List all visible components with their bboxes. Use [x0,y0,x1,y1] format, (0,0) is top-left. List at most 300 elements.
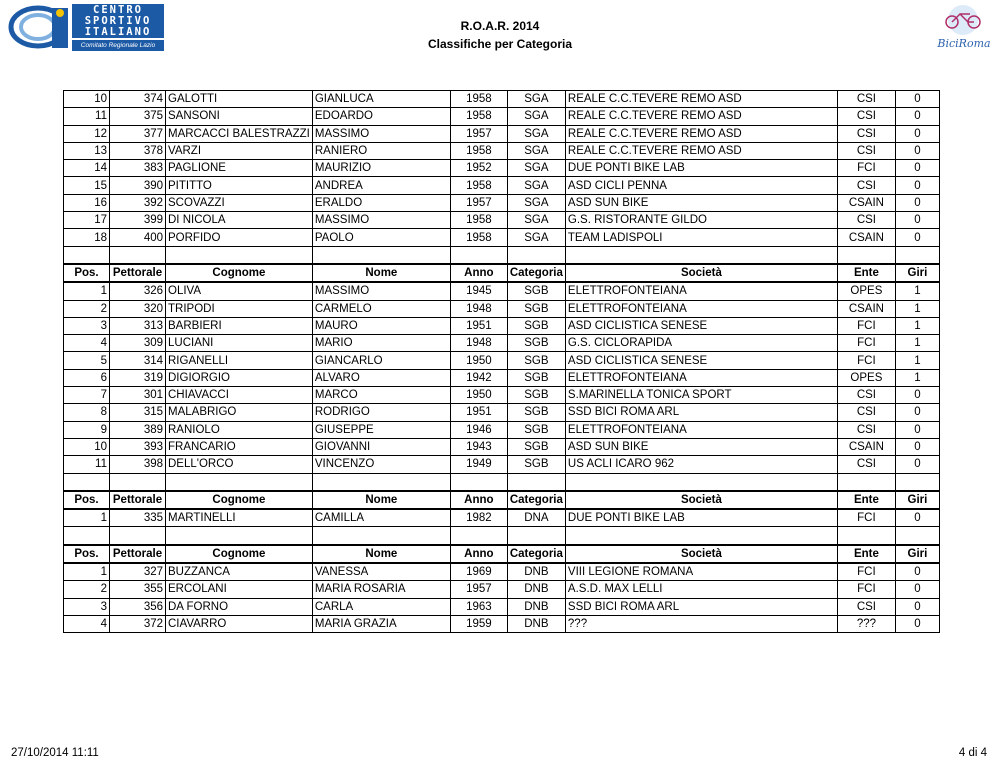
separator-row [64,473,940,491]
csi-wordmark: CENTRO SPORTIVO ITALIANO [72,4,164,38]
empty-cell [450,246,507,264]
nome-cell: VINCENZO [312,456,450,473]
pettorale-cell: 377 [110,125,166,142]
pos-cell: 1 [64,563,110,581]
table-row [64,177,940,194]
ente-cell: FCI [837,160,895,177]
empty-cell [507,527,565,545]
nome-cell: MAURO [312,317,450,334]
ente-cell: FCI [837,563,895,581]
table-row [64,615,940,632]
pettorale-cell: 313 [110,317,166,334]
table-row [64,335,940,352]
anno-cell: 1948 [450,335,507,352]
giri-cell: 0 [895,108,939,125]
anno-cell: 1958 [450,229,507,246]
societa-cell: US ACLI ICARO 962 [565,456,837,473]
pettorale-cell: 319 [110,369,166,386]
pettorale-cell: 392 [110,194,166,211]
column-header-categoria: Categoria [507,491,565,509]
categoria-cell: SGA [507,142,565,159]
ente-cell: CSI [837,404,895,421]
societa-cell: REALE C.C.TEVERE REMO ASD [565,142,837,159]
categoria-cell: SGB [507,369,565,386]
ente-cell: CSI [837,456,895,473]
page-subtitle: Classifiche per Categoria [427,37,573,51]
pettorale-cell: 327 [110,563,166,581]
societa-cell: ??? [565,615,837,632]
cognome-cell: GALOTTI [166,91,313,108]
pettorale-cell: 398 [110,456,166,473]
societa-cell: ELETTROFONTEIANA [565,282,837,300]
categoria-cell: SGB [507,421,565,438]
cognome-cell: PITITTO [166,177,313,194]
column-header-nome: Nome [312,491,450,509]
table-row [64,282,940,300]
table-row [64,160,940,177]
cognome-cell: DI NICOLA [166,212,313,229]
pos-cell: 4 [64,615,110,632]
anno-cell: 1957 [450,581,507,598]
cognome-cell: PAGLIONE [166,160,313,177]
table-row [64,108,940,125]
pos-cell: 3 [64,317,110,334]
cognome-cell: RIGANELLI [166,352,313,369]
anno-cell: 1949 [450,456,507,473]
societa-cell: ELETTROFONTEIANA [565,421,837,438]
categoria-cell: DNB [507,563,565,581]
giri-cell: 1 [895,335,939,352]
column-header-pettorale: Pettorale [110,491,166,509]
categoria-cell: SGA [507,212,565,229]
column-header-ente: Ente [837,491,895,509]
ente-cell: CSI [837,91,895,108]
pettorale-cell: 335 [110,509,166,527]
empty-cell [166,527,313,545]
giri-cell: 1 [895,300,939,317]
cognome-cell: TRIPODI [166,300,313,317]
column-header-societa: Società [565,545,837,563]
table-row [64,91,940,108]
nome-cell: MAURIZIO [312,160,450,177]
pos-cell: 18 [64,229,110,246]
nome-cell: MASSIMO [312,125,450,142]
column-header-ente: Ente [837,545,895,563]
categoria-cell: SGA [507,108,565,125]
empty-cell [312,473,450,491]
cognome-cell: DIGIORGIO [166,369,313,386]
societa-cell: S.MARINELLA TONICA SPORT [565,387,837,404]
column-header-row [64,545,940,563]
nome-cell: MARIA ROSARIA [312,581,450,598]
pos-cell: 15 [64,177,110,194]
pos-cell: 16 [64,194,110,211]
categoria-cell: DNB [507,598,565,615]
ente-cell: CSI [837,212,895,229]
pettorale-cell: 389 [110,421,166,438]
societa-cell: ASD CICLISTICA SENESE [565,317,837,334]
anno-cell: 1958 [450,108,507,125]
societa-cell: REALE C.C.TEVERE REMO ASD [565,108,837,125]
anno-cell: 1963 [450,598,507,615]
column-header-row [64,491,940,509]
categoria-cell: SGB [507,282,565,300]
anno-cell: 1957 [450,125,507,142]
nome-cell: PAOLO [312,229,450,246]
giri-cell: 0 [895,509,939,527]
empty-cell [565,246,837,264]
cognome-cell: DA FORNO [166,598,313,615]
empty-cell [565,527,837,545]
anno-cell: 1958 [450,177,507,194]
giri-cell: 0 [895,598,939,615]
column-header-giri: Giri [895,264,939,282]
societa-cell: G.S. RISTORANTE GILDO [565,212,837,229]
column-header-societa: Società [565,491,837,509]
column-header-pettorale: Pettorale [110,545,166,563]
giri-cell: 1 [895,282,939,300]
societa-cell: ASD SUN BIKE [565,438,837,455]
pettorale-cell: 400 [110,229,166,246]
pos-cell: 1 [64,282,110,300]
societa-cell: G.S. CICLORAPIDA [565,335,837,352]
ente-cell: FCI [837,352,895,369]
pos-cell: 11 [64,108,110,125]
cognome-cell: VARZI [166,142,313,159]
ente-cell: CSI [837,177,895,194]
table-row [64,509,940,527]
pettorale-cell: 301 [110,387,166,404]
categoria-cell: SGA [507,160,565,177]
ente-cell: CSI [837,421,895,438]
cognome-cell: ERCOLANI [166,581,313,598]
pos-cell: 10 [64,91,110,108]
column-header-anno: Anno [450,491,507,509]
pos-cell: 9 [64,421,110,438]
giri-cell: 0 [895,456,939,473]
pettorale-cell: 355 [110,581,166,598]
anno-cell: 1982 [450,509,507,527]
anno-cell: 1958 [450,212,507,229]
empty-cell [166,473,313,491]
ente-cell: CSAIN [837,229,895,246]
cognome-cell: PORFIDO [166,229,313,246]
table-row [64,369,940,386]
anno-cell: 1950 [450,352,507,369]
pos-cell: 6 [64,369,110,386]
pos-cell: 7 [64,387,110,404]
column-header-nome: Nome [312,545,450,563]
csi-subtitle: Comitato Regionale Lazio [72,40,164,51]
column-header-anno: Anno [450,264,507,282]
column-header-cognome: Cognome [166,491,313,509]
nome-cell: RODRIGO [312,404,450,421]
empty-cell [507,246,565,264]
column-header-nome: Nome [312,264,450,282]
empty-cell [837,246,895,264]
pos-cell: 17 [64,212,110,229]
nome-cell: VANESSA [312,563,450,581]
cognome-cell: RANIOLO [166,421,313,438]
societa-cell: ASD CICLI PENNA [565,177,837,194]
anno-cell: 1958 [450,142,507,159]
biciroma-logo-text: BiciRoma [937,37,991,50]
ente-cell: CSI [837,142,895,159]
nome-cell: ANDREA [312,177,450,194]
column-header-pos: Pos. [64,545,110,563]
cognome-cell: FRANCARIO [166,438,313,455]
empty-cell [895,473,939,491]
empty-cell [312,527,450,545]
categoria-cell: SGB [507,317,565,334]
anno-cell: 1945 [450,282,507,300]
column-header-cognome: Cognome [166,264,313,282]
giri-cell: 0 [895,563,939,581]
anno-cell: 1951 [450,404,507,421]
column-header-pos: Pos. [64,264,110,282]
table-row [64,125,940,142]
pos-cell: 12 [64,125,110,142]
empty-cell [110,473,166,491]
societa-cell: SSD BICI ROMA ARL [565,404,837,421]
biciroma-logo [934,2,992,54]
empty-cell [450,527,507,545]
nome-cell: MARIO [312,335,450,352]
giri-cell: 0 [895,177,939,194]
ente-cell: OPES [837,369,895,386]
cognome-cell: CIAVARRO [166,615,313,632]
table-row [64,194,940,211]
empty-cell [837,473,895,491]
empty-cell [895,527,939,545]
giri-cell: 1 [895,317,939,334]
societa-cell: DUE PONTI BIKE LAB [565,509,837,527]
giri-cell: 0 [895,387,939,404]
ente-cell: FCI [837,581,895,598]
nome-cell: GIUSEPPE [312,421,450,438]
categoria-cell: SGB [507,387,565,404]
pettorale-cell: 374 [110,91,166,108]
giri-cell: 1 [895,352,939,369]
pos-cell: 2 [64,300,110,317]
pettorale-cell: 383 [110,160,166,177]
empty-cell [64,527,110,545]
pettorale-cell: 390 [110,177,166,194]
pos-cell: 13 [64,142,110,159]
nome-cell: MARIA GRAZIA [312,615,450,632]
ente-cell: CSAIN [837,194,895,211]
anno-cell: 1958 [450,91,507,108]
separator-row [64,246,940,264]
categoria-cell: DNB [507,581,565,598]
empty-cell [837,527,895,545]
societa-cell: SSD BICI ROMA ARL [565,598,837,615]
categoria-cell: SGA [507,177,565,194]
giri-cell: 0 [895,160,939,177]
nome-cell: EDOARDO [312,108,450,125]
societa-cell: ELETTROFONTEIANA [565,300,837,317]
giri-cell: 0 [895,194,939,211]
empty-cell [312,246,450,264]
categoria-cell: SGB [507,300,565,317]
ente-cell: CSI [837,598,895,615]
societa-cell: REALE C.C.TEVERE REMO ASD [565,125,837,142]
ente-cell: ??? [837,615,895,632]
empty-cell [110,527,166,545]
ente-cell: FCI [837,317,895,334]
cognome-cell: CHIAVACCI [166,387,313,404]
nome-cell: MARCO [312,387,450,404]
pos-cell: 5 [64,352,110,369]
table-row [64,387,940,404]
anno-cell: 1946 [450,421,507,438]
categoria-cell: DNA [507,509,565,527]
table-row [64,212,940,229]
column-header-anno: Anno [450,545,507,563]
categoria-cell: DNB [507,615,565,632]
nome-cell: MASSIMO [312,282,450,300]
csi-logo [6,2,164,52]
societa-cell: ASD SUN BIKE [565,194,837,211]
nome-cell: CAMILLA [312,509,450,527]
societa-cell: A.S.D. MAX LELLI [565,581,837,598]
ente-cell: CSI [837,108,895,125]
categoria-cell: SGA [507,125,565,142]
cognome-cell: SCOVAZZI [166,194,313,211]
column-header-categoria: Categoria [507,545,565,563]
pos-cell: 8 [64,404,110,421]
nome-cell: CARLA [312,598,450,615]
cognome-cell: BUZZANCA [166,563,313,581]
pettorale-cell: 393 [110,438,166,455]
pettorale-cell: 320 [110,300,166,317]
nome-cell: GIANCARLO [312,352,450,369]
table-row [64,352,940,369]
empty-cell [64,473,110,491]
pos-cell: 10 [64,438,110,455]
results-table [63,90,940,633]
table-row [64,581,940,598]
table-row [64,229,940,246]
ente-cell: CSAIN [837,300,895,317]
pettorale-cell: 314 [110,352,166,369]
table-row [64,300,940,317]
ente-cell: FCI [837,335,895,352]
separator-row [64,527,940,545]
nome-cell: GIOVANNI [312,438,450,455]
page-number: 4 di 4 [958,747,987,759]
anno-cell: 1948 [450,300,507,317]
pos-cell: 1 [64,509,110,527]
empty-cell [507,473,565,491]
anno-cell: 1952 [450,160,507,177]
categoria-cell: SGB [507,335,565,352]
table-row [64,563,940,581]
anno-cell: 1950 [450,387,507,404]
empty-cell [565,473,837,491]
empty-cell [166,246,313,264]
societa-cell: ELETTROFONTEIANA [565,369,837,386]
ente-cell: CSI [837,387,895,404]
nome-cell: CARMELO [312,300,450,317]
column-header-giri: Giri [895,491,939,509]
ente-cell: FCI [837,509,895,527]
giri-cell: 0 [895,125,939,142]
column-header-societa: Società [565,264,837,282]
categoria-cell: SGB [507,404,565,421]
cognome-cell: LUCIANI [166,335,313,352]
nome-cell: MASSIMO [312,212,450,229]
column-header-cognome: Cognome [166,545,313,563]
table-row [64,456,940,473]
nome-cell: ALVARO [312,369,450,386]
column-header-categoria: Categoria [507,264,565,282]
cognome-cell: MARCACCI BALESTRAZZI [166,125,313,142]
categoria-cell: SGA [507,91,565,108]
table-row [64,142,940,159]
societa-cell: TEAM LADISPOLI [565,229,837,246]
anno-cell: 1959 [450,615,507,632]
cognome-cell: MALABRIGO [166,404,313,421]
pettorale-cell: 372 [110,615,166,632]
giri-cell: 0 [895,438,939,455]
societa-cell: DUE PONTI BIKE LAB [565,160,837,177]
societa-cell: REALE C.C.TEVERE REMO ASD [565,91,837,108]
giri-cell: 0 [895,581,939,598]
column-header-pettorale: Pettorale [110,264,166,282]
nome-cell: ERALDO [312,194,450,211]
cognome-cell: BARBIERI [166,317,313,334]
pettorale-cell: 326 [110,282,166,300]
giri-cell: 0 [895,421,939,438]
categoria-cell: SGB [507,352,565,369]
anno-cell: 1957 [450,194,507,211]
pettorale-cell: 356 [110,598,166,615]
table-row [64,438,940,455]
categoria-cell: SGA [507,229,565,246]
nome-cell: GIANLUCA [312,91,450,108]
societa-cell: ASD CICLISTICA SENESE [565,352,837,369]
table-row [64,404,940,421]
ente-cell: CSI [837,125,895,142]
categoria-cell: SGB [507,456,565,473]
categoria-cell: SGB [507,438,565,455]
pos-cell: 4 [64,335,110,352]
nome-cell: RANIERO [312,142,450,159]
ente-cell: OPES [837,282,895,300]
anno-cell: 1942 [450,369,507,386]
pettorale-cell: 378 [110,142,166,159]
column-header-row [64,264,940,282]
pettorale-cell: 315 [110,404,166,421]
anno-cell: 1943 [450,438,507,455]
column-header-pos: Pos. [64,491,110,509]
pettorale-cell: 375 [110,108,166,125]
anno-cell: 1969 [450,563,507,581]
giri-cell: 0 [895,615,939,632]
csi-emblem-icon [8,4,70,50]
cognome-cell: SANSONI [166,108,313,125]
giri-cell: 0 [895,91,939,108]
cognome-cell: DELL'ORCO [166,456,313,473]
giri-cell: 0 [895,229,939,246]
pettorale-cell: 309 [110,335,166,352]
empty-cell [895,246,939,264]
giri-cell: 1 [895,369,939,386]
pos-cell: 2 [64,581,110,598]
pettorale-cell: 399 [110,212,166,229]
ente-cell: CSAIN [837,438,895,455]
